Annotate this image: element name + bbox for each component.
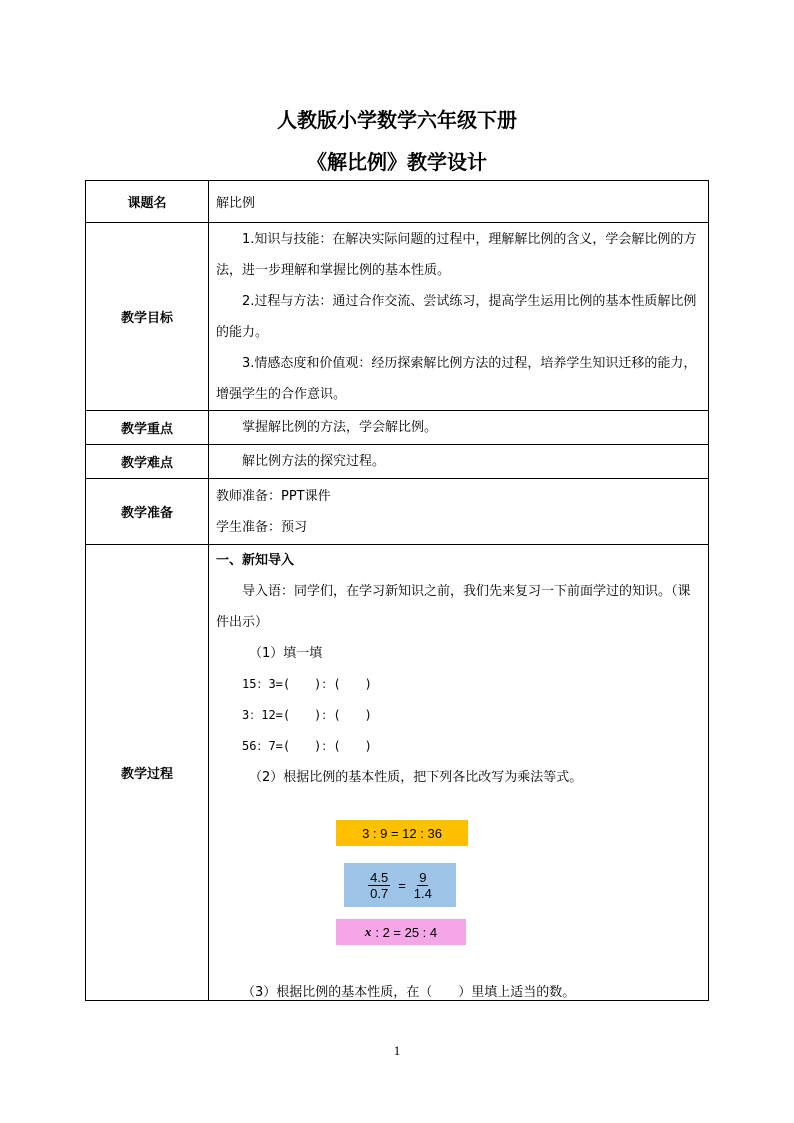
goal-item: 2.过程与方法：通过合作交流、尝试练习，提高学生运用比例的基本性质解比例的能力。 (216, 293, 697, 340)
part1-title: （1）填一填 (249, 646, 323, 661)
table-row-process (86, 545, 709, 1001)
equation-box-2 (344, 863, 456, 907)
fraction-left (368, 870, 390, 901)
table-row-preparation (86, 479, 709, 545)
page-number: 1 (393, 1043, 401, 1058)
variable-x: x (364, 924, 372, 939)
goal-item: 1.知识与技能：在解决实际问题的过程中，理解解比例的含义，学会解比例的方法，进一步理解和掌握比例的基本性质。 (216, 231, 697, 278)
part3-title: （3）根据比例的基本性质，在（ ）里填上适当的数。 (242, 985, 576, 1000)
goal-item: 3.情感态度和价值观：经历探索解比例方法的过程，培养学生知识迁移的能力，增强学生的合作意识。 (216, 355, 697, 402)
section-title: 一、新知导入 (216, 553, 295, 568)
student-preparation: 学生准备：预习 (216, 519, 308, 535)
intro-text: 导入语：同学们，在学习新知识之前，我们先来复习一下前面学过的知识。（课件出示） (216, 584, 691, 630)
document-subtitle: 《解比例》教学设计 (307, 150, 487, 174)
equation-1-text: 3 : 9 = 12 : 36 (362, 825, 442, 841)
table-row-topic (86, 181, 709, 223)
table-row-goals (86, 223, 709, 411)
equation-box-3 (336, 919, 466, 945)
topic-value: 解比例 (209, 181, 709, 223)
process-content (209, 545, 709, 1001)
difficulty-value: 解比例方法的探究过程。 (242, 454, 386, 469)
goals-value (209, 223, 709, 411)
table-row-difficulty (86, 445, 709, 479)
fraction-right (414, 870, 432, 901)
fill-item: 15：3=( )：( ) (242, 677, 372, 691)
table-row-key-point (86, 411, 709, 445)
difficulty-label: 教学难点 (86, 445, 209, 479)
fraction-denominator: 0.7 (370, 885, 389, 901)
document-title: 人教版小学数学六年级下册 (277, 108, 517, 132)
goals-label: 教学目标 (86, 223, 209, 411)
fraction-denominator: 1.4 (413, 885, 432, 901)
fill-item: 56：7=( )：( ) (242, 739, 372, 753)
part2-title: （2）根据比例的基本性质，把下列各比改写为乘法等式。 (249, 770, 583, 785)
equation-3-text: : 2 = 25 : 4 (375, 924, 438, 940)
fraction-numerator: 4.5 (370, 869, 389, 885)
process-label: 教学过程 (86, 545, 209, 1001)
fill-item: 3：12=( )：( ) (242, 708, 372, 722)
equals-sign: = (398, 877, 406, 893)
equation-box-1 (336, 820, 468, 846)
key-point-label: 教学重点 (86, 411, 209, 445)
lesson-plan-table (85, 180, 709, 1001)
fraction-numerator: 9 (419, 869, 427, 885)
key-point-value: 掌握解比例的方法，学会解比例。 (242, 420, 438, 435)
topic-label: 课题名 (86, 181, 209, 223)
teacher-preparation: 教师准备：PPT课件 (216, 488, 331, 504)
preparation-label: 教学准备 (86, 479, 209, 545)
